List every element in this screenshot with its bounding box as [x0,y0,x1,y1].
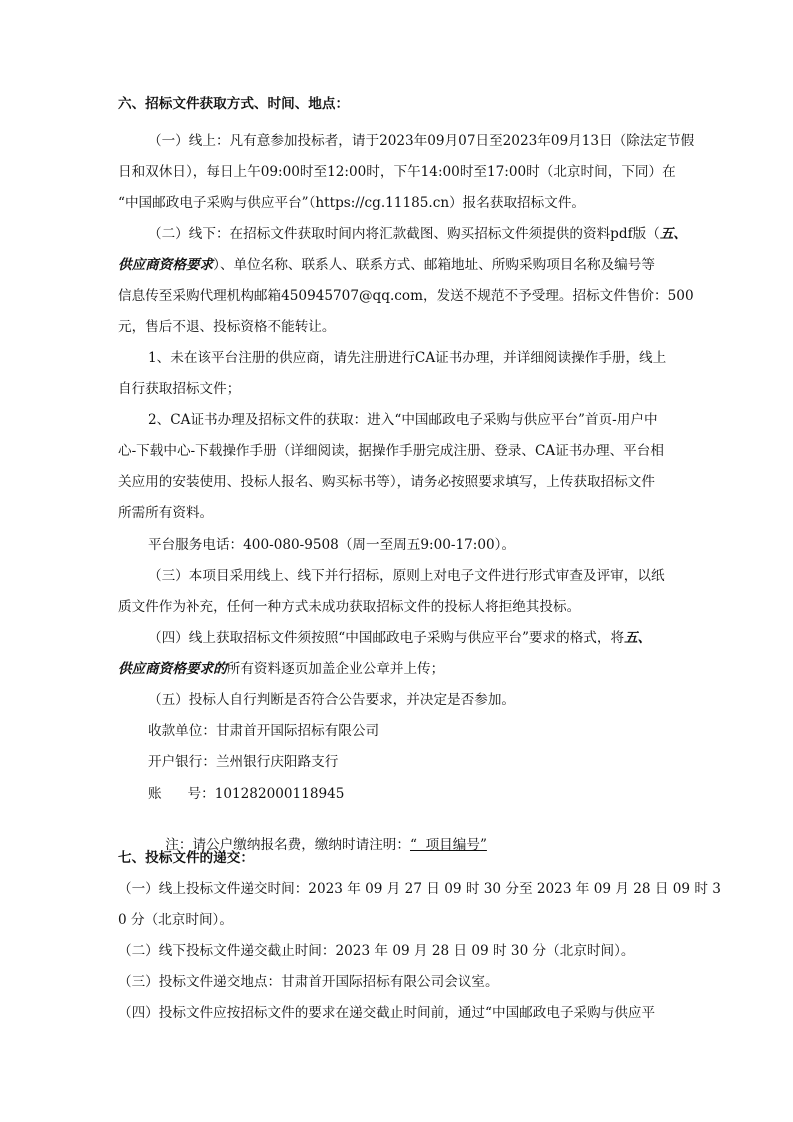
offline-access-text: （二）线下：在招标文件获取时间内将汇款截图、购买招标文件须提供的资料pdf版（ [148,226,660,242]
parallel-bidding-line-1: （三）本项目采用线上、线下并行招标，原则上对电子文件进行形式审查及评审，以纸 [148,568,665,584]
qualification-requirement-emphasis: 供应商资格要求的 [118,661,227,677]
submission-location: （三）投标文件递交地点：甘肃首开国际招标有限公司会议室。 [118,974,499,990]
qualification-requirement-emphasis: 供应商资格要求 [118,257,214,273]
seal-requirement-emphasis: 五、 [624,630,652,646]
section-7-heading: 七、投标文件的递交： [118,850,254,866]
seal-requirement-line-2 [118,659,444,679]
ca-certificate-line-1: 2、CA证书办理及招标文件的获取：进入“中国邮政电子采购与供应平台”首页-用户中 [148,412,658,428]
online-submission-line-2: 0 分（北京时间）。 [118,912,233,928]
online-submission-line-1: （一）线上投标文件递交时间：2023 年 09 月 27 日 09 时 30 分至 2023 年 09 月 28 日 09 时 3 [118,881,721,897]
ca-certificate-line-3: 关应用的安装使用、投标人报名、购买标书等），请务必按照要求填写，上传获取招标文件 [118,474,655,490]
offline-access-emphasis: 五、 [659,226,687,242]
ca-certificate-line-4: 所需所有资料。 [118,505,214,521]
payee-name: 收款单位：甘肃首开国际招标有限公司 [148,723,380,739]
submission-method: （四）投标文件应按招标文件的要求在递交截止时间前，通过“中国邮政电子采购与供应平 [118,1005,656,1021]
payment-note-text: 注：请公户缴纳报名费，缴纳时请注明： [165,837,410,853]
account-number: 账 号：101282000118945 [148,786,345,802]
service-hotline: 平台服务电话：400-080-9508（周一至周五9:00-17:00）。 [148,537,516,553]
registration-line-1: 1、未在该平台注册的供应商，请先注册进行CA证书办理，并详细阅读操作手册，线上 [148,350,667,366]
offline-submission-deadline: （二）线下投标文件递交截止时间：2023 年 09 月 28 日 09 时 30 分（北京时间）。 [118,943,635,959]
online-access-line-3: “中国邮政电子采购与供应平台”（https://cg.11185.cn）报名获取招标文件。 [118,195,586,211]
offline-access-text: ）、单位名称、联系人、联系方式、邮箱地址、所购采购项目名称及编号等 [213,257,655,273]
offline-access-line-1 [148,224,687,244]
ca-certificate-line-2: 心-下载中心-下载操作手册（详细阅读，据操作手册完成注册、登录、CA证书办理、平台相 [118,443,664,459]
seal-requirement-text: （四）线上获取招标文件须按照“中国邮政电子采购与供应平台”要求的格式，将 [148,630,625,646]
bank-name: 开户银行：兰州银行庆阳路支行 [148,754,339,770]
seal-requirement-text: 所有资料逐页加盖企业公章并上传； [226,661,445,677]
parallel-bidding-line-2: 质文件作为补充，任何一种方式未成功获取招标文件的投标人将拒绝其投标。 [118,599,581,615]
seal-requirement-line-1 [148,628,651,648]
project-number-note: “ 项目编号” [409,837,487,853]
offline-access-line-3: 信息传至采购代理机构邮箱450945707@qq.com，发送不规范不予受理。招标文件售价：500 [118,288,694,304]
offline-access-line-2 [118,255,655,275]
online-access-line-1: （一）线上：凡有意参加投标者，请于2023年09月07日至2023年09月13日（除法定节假 [148,133,695,149]
online-access-line-2: 日和双休日），每日上午09:00时至12:00时，下午14:00时至17:00时（北京时间，下同）在 [118,164,676,180]
self-assessment: （五）投标人自行判断是否符合公告要求，并决定是否参加。 [148,692,516,708]
registration-line-2: 自行获取招标文件； [118,381,241,397]
offline-access-line-4: 元，售后不退、投标资格不能转让。 [118,319,336,335]
section-6-heading: 六、招标文件获取方式、时间、地点： [118,96,350,112]
